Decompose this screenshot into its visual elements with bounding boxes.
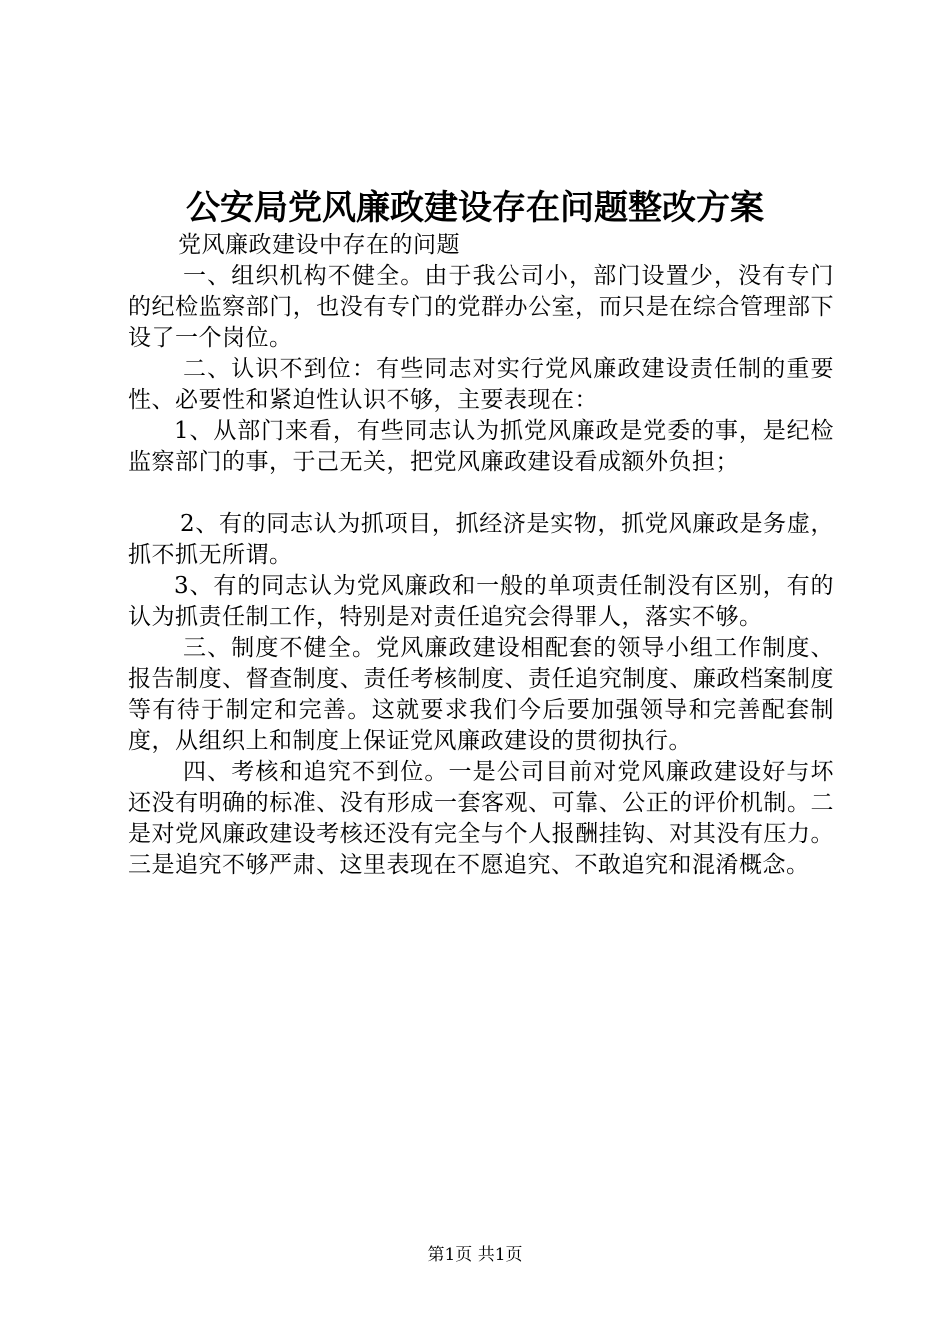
page-number: 第1页 共1页 — [427, 1245, 523, 1265]
document-title: 公安局党风廉政建设存在问题整改方案 — [186, 188, 764, 228]
paragraph-organization: 一、组织机构不健全。由于我公司小，部门设置少，没有专门的纪检监察部门，也没有专门的党群办公室，而只是在综合管理部下设了一个岗位。 — [128, 263, 834, 351]
section-heading: 党风廉政建设中存在的问题 — [178, 232, 460, 258]
paragraph-awareness: 二、认识不到位：有些同志对实行党风廉政建设责任制的重要性、必要性和紧迫性认识不够，主要表现在： — [128, 356, 834, 413]
paragraph-assessment: 四、考核和追究不到位。一是公司目前对党风廉政建设好与坏还没有明确的标准、没有形成一套客观、可靠、公正的评价机制。二是对党风廉政建设考核还没有完全与个人报酬挂钩、对其没有压力。三是追究不够严肃、这里表现在不愿追究、不敢追究和混淆概念。 — [128, 759, 834, 878]
paragraph-system: 三、制度不健全。党风廉政建设相配套的领导小组工作制度、报告制度、督查制度、责任考核制度、责任追究制度、廉政档案制度等有待于制定和完善。这就要求我们今后要加强领导和完善配套制度，从组织上和制度上保证党风廉政建设的贯彻执行。 — [128, 635, 834, 754]
paragraph-point-1: 1、从部门来看，有些同志认为抓党风廉政是党委的事，是纪检监察部门的事，于己无关，把党风廉政建设看成额外负担； — [128, 418, 834, 475]
paragraph-point-3: 3、有的同志认为党风廉政和一般的单项责任制没有区别，有的认为抓责任制工作，特别是对责任追究会得罪人，落实不够。 — [128, 573, 834, 630]
paragraph-point-2: 2、有的同志认为抓项目，抓经济是实物，抓党风廉政是务虚，抓不抓无所谓。 — [128, 511, 834, 568]
document-body — [128, 230, 834, 881]
